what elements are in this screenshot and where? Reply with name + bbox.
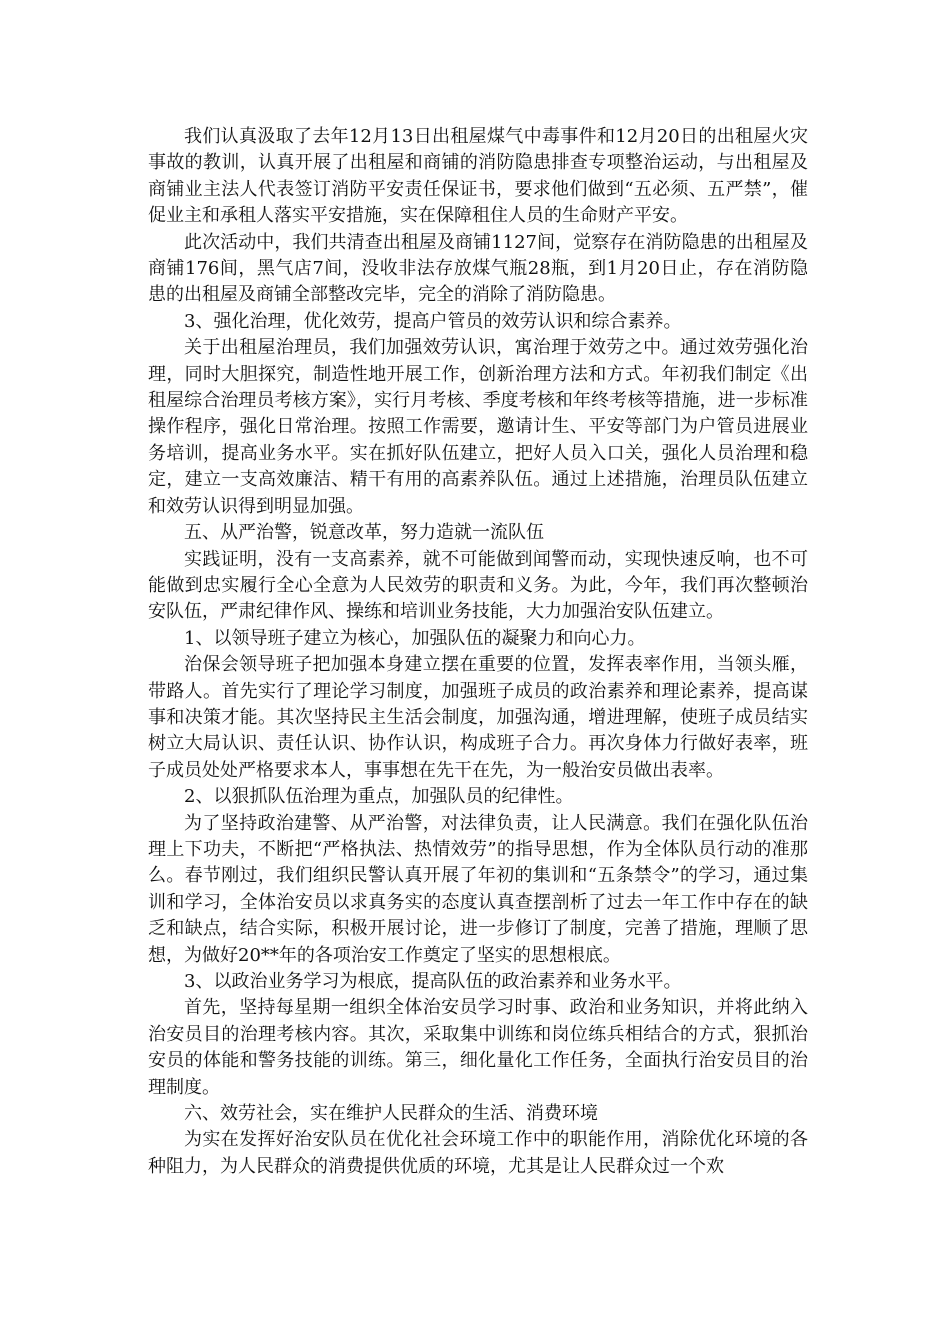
section-heading: 五、从严治警，锐意改革，努力造就一流队伍 — [184, 522, 544, 544]
paragraph: 此次活动中，我们共清查出租屋及商铺1127间，觉察存在消防隐患的出租屋及商铺176间，黑气店7间，没收非法存放煤气瓶28瓶，到1月20日止，存在消防隐患的出租屋及商铺全部整改完毕，完全的消除了消防隐患。 — [148, 231, 808, 306]
paragraph: 为实在发挥好治安队员在优化社会环境工作中的职能作用，消除优化环境的各种阻力，为人民群众的消费提供优质的环境，尤其是让人民群众过一个欢 — [148, 1129, 808, 1177]
document-body — [148, 124, 808, 1180]
section-heading: 2、以狠抓队伍治理为重点，加强队员的纪律性。 — [184, 786, 574, 808]
section-heading: 3、强化治理，优化效劳，提高户管员的效劳认识和综合素养。 — [184, 310, 682, 332]
paragraph: 关于出租屋治理员，我们加强效劳认识，寓治理于效劳之中。通过效劳强化治理，同时大胆探究，制造性地开展工作，创新治理方法和方式。年初我们制定《出租屋综合治理员考核方案》，实行月考核、季度考核和年终考核等措施，进一步标准操作程序，强化日常治理。按照工作需要，邀请计生、平安等部门为户管员进展业务培训，提高业务水平。实在抓好队伍建立，把好人员入口关，强化人员治理和稳定，建立一支高效廉洁、精干有用的高素养队伍。通过上述措施，治理员队伍建立和效劳认识得到明显加强。 — [148, 337, 808, 517]
section-heading: 六、效劳社会，实在维护人民群众的生活、消费环境 — [184, 1103, 598, 1125]
paragraph: 实践证明，没有一支高素养，就不可能做到闻警而动，实现快速反响，也不可能做到忠实履行全心全意为人民效劳的职责和义务。为此，今年，我们再次整顿治安队伍，严肃纪律作风、操练和培训业务技能，大力加强治安队伍建立。 — [148, 548, 808, 623]
paragraph: 我们认真汲取了去年12月13日出租屋煤气中毒事件和12月20日的出租屋火灾事故的教训，认真开展了出租屋和商铺的消防隐患排查专项整治运动，与出租屋及商铺业主法人代表签订消防平安责任保证书，要求他们做到“五必须、五严禁”，催促业主和承租人落实平安措施，实在保障租住人员的生命财产平安。 — [148, 126, 808, 227]
section-heading: 3、以政治业务学习为根底，提高队伍的政治素养和业务水平。 — [184, 971, 682, 992]
paragraph: 治保会领导班子把加强本身建立摆在重要的位置，发挥表率作用，当领头雁，带路人。首先实行了理论学习制度，加强班子成员的政治素养和理论素养，提高谋事和决策才能。其次坚持民主生活会制度，加强沟通，增进理解，使班子成员结实树立大局认识、责任认识、协作认识，构成班子合力。再次身体力行做好表率，班子成员处处严格要求本人，事事想在先干在先，为一般治安员做出表率。 — [148, 654, 808, 781]
paragraph: 首先，坚持每星期一组织全体治安员学习时事、政治和业务知识，并将此纳入治安员目的治理考核内容。其次，采取集中训练和岗位练兵相结合的方式，狠抓治安员的体能和警务技能的训练。第三，细化量化工作任务，全面执行治安员目的治理制度。 — [148, 997, 808, 1098]
paragraph: 为了坚持政治建警、从严治警，对法律负责，让人民满意。我们在强化队伍治理上下功夫，不断把“严格执法、热情效劳”的指导思想，作为全体队员行动的准那么。春节刚过，我们组织民警认真开展了年初的集训和“五条禁令”的学习，通过集训和学习，全体治安员以求真务实的态度认真查摆剖析了过去一年工作中存在的缺乏和缺点，结合实际，积极开展讨论，进一步修订了制度，完善了措施，理顺了思想，为做好20**年的各项治安工作奠定了坚实的思想根底。 — [148, 812, 808, 966]
section-heading: 1、以领导班子建立为核心，加强队伍的凝聚力和向心力。 — [184, 627, 646, 649]
